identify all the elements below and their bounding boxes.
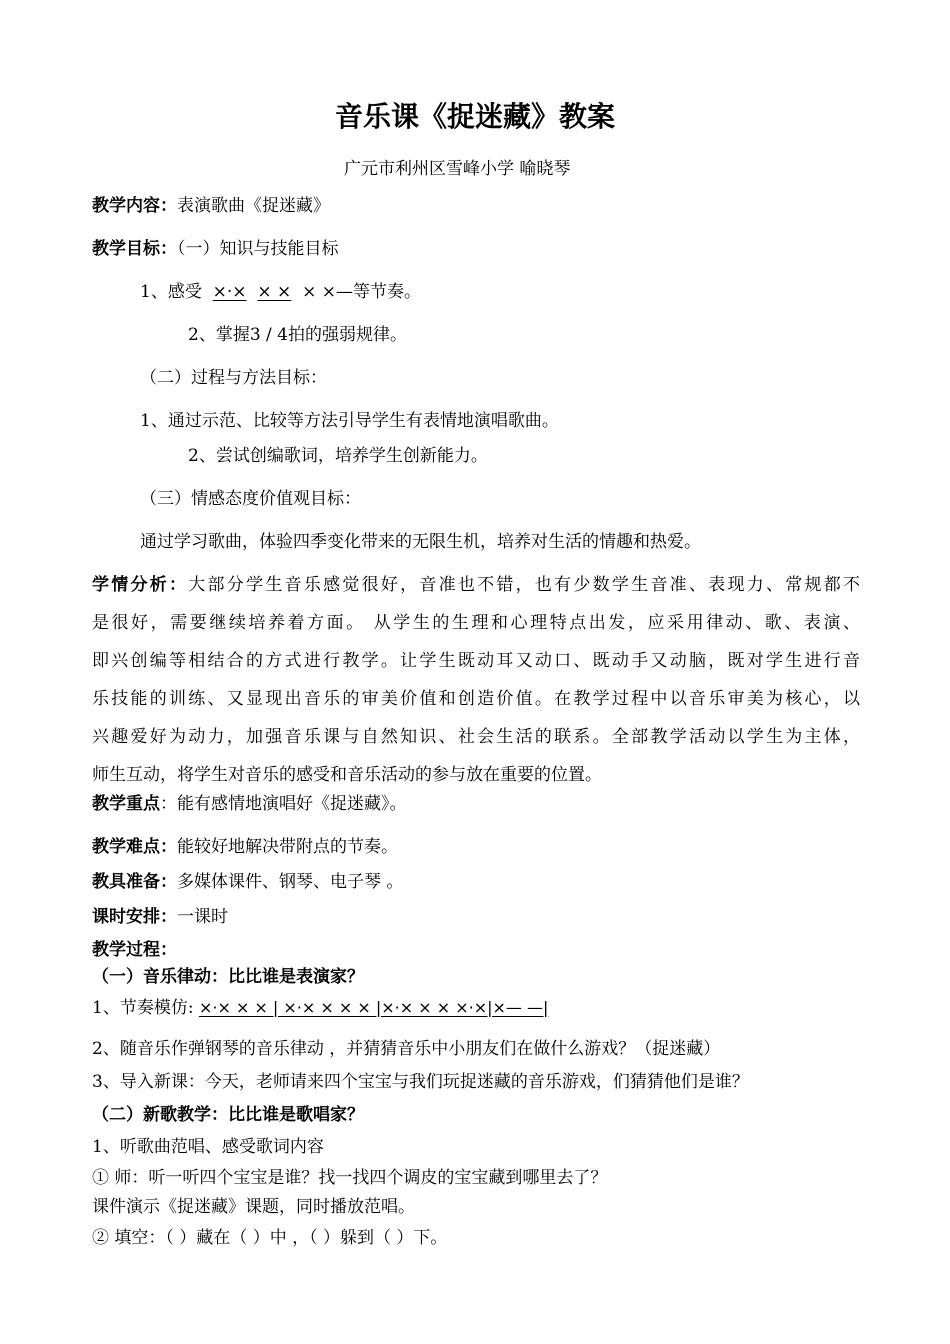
rhythm-dotted: ×·× — [212, 282, 247, 302]
question-1: ① 师：听一听四个宝宝是谁？找一找四个调皮的宝宝藏到哪里去了？ — [92, 1168, 608, 1188]
materials-value: 多媒体课件、钢琴、电子琴 。 — [177, 872, 404, 892]
schedule-value: 一课时 — [177, 907, 228, 927]
objective-meter-item: 2、掌握3 / 4拍的强弱规律。 — [188, 325, 407, 345]
emotion-objective: 通过学习歌曲，体验四季变化带来的无限生机，培养对生活的情趣和热爱。 — [140, 532, 701, 552]
materials — [92, 870, 403, 894]
difficulty — [92, 835, 398, 859]
analysis-paragraph — [92, 566, 860, 794]
rhythm-imitation — [92, 996, 548, 1020]
process-item-3: 3、导入新课：今天，老师请来四个宝宝与我们玩捉迷藏的音乐游戏，们猜猜他们是谁？ — [92, 1072, 749, 1092]
analysis-line: 即兴创编等相结合的方式进行教学。让学生既动耳又动口、既动手又动脑，既对学生进行音 — [92, 651, 860, 671]
process-objective-2: 2、尝试创编歌词，培养学生创新能力。 — [188, 446, 488, 466]
objectives-section-1: （一）知识与技能目标 — [177, 239, 339, 259]
analysis-line: 是很好，需要继续培养着方面。 从学生的生理和心理特点出发，应采用律动、歌、表演、 — [92, 613, 860, 633]
objectives-section-2: （二）过程与方法目标： — [140, 368, 327, 388]
objectives-heading — [92, 237, 339, 261]
objectives-label: 教学目标： — [92, 239, 177, 259]
analysis-line: 兴趣爱好为动力，加强音乐课与自然知识、社会生活的联系。全部教学活动以学生为主体， — [92, 727, 860, 747]
rhythm-notation: ×·× × × | ×·× × × × |×·× × × ×·×|×— —| — [198, 998, 549, 1017]
process-objective-1: 1、通过示范、比较等方法引导学生有表情地演唱歌曲。 — [140, 411, 559, 431]
document-title: 音乐课《捉迷藏》教案 — [334, 100, 615, 133]
analysis-line: 乐技能的训练、又显现出音乐的审美价值和创造价值。在教学过程中以音乐审美为核心，以 — [92, 689, 860, 709]
process-heading: 教学过程： — [92, 940, 177, 960]
objectives-section-3: （三）情感态度价值观目标： — [140, 489, 361, 509]
process-item-2: 2、随音乐作弹钢琴的音乐律动 ，并猜猜音乐中小朋友们在做什么游戏？（捉迷藏） — [92, 1039, 721, 1059]
key-point-value: ：能有感情地演唱好《捉迷藏》。 — [160, 794, 407, 814]
objective-rhythm-prefix: 1、感受 — [140, 282, 202, 302]
teaching-content-label: 教学内容： — [92, 196, 177, 216]
key-point-label: 教学重点 — [92, 794, 160, 814]
schedule — [92, 905, 228, 929]
rhythm-rest: × ×—等节奏。 — [302, 282, 421, 302]
materials-label: 教具准备： — [92, 872, 177, 892]
difficulty-value: 能较好地解决带附点的节奏。 — [177, 837, 398, 857]
listen-item: 1、听歌曲范唱、感受歌词内容 — [92, 1137, 324, 1157]
author-line: 广元市利州区雪峰小学 喻晓琴 — [344, 159, 571, 179]
key-point — [92, 792, 407, 816]
process-part-2: （二）新歌教学：比比谁是歌唱家？ — [92, 1105, 364, 1125]
courseware-demo: 课件演示《捉迷藏》课题，同时播放范唱。 — [92, 1197, 415, 1217]
rhythm-imitation-prefix: 1、节奏模仿: — [92, 998, 194, 1018]
teaching-content-value: 表演歌曲《捉迷藏》 — [177, 196, 330, 216]
question-2: ② 填空：（ ）藏在（ ）中 ，（ ）躲到（ ）下。 — [92, 1228, 448, 1248]
objective-rhythm-item — [140, 280, 421, 304]
analysis-line: 师生互动，将学生对音乐的感受和音乐活动的参与放在重要的位置。 — [92, 765, 602, 785]
process-part-1: （一）音乐律动：比比谁是表演家？ — [92, 967, 364, 987]
schedule-label: 课时安排： — [92, 907, 177, 927]
teaching-content — [92, 194, 330, 218]
analysis-line: 学情分析：大部分学生音乐感觉很好，音准也不错，也有少数学生音准、表现力、常规都不 — [92, 575, 861, 595]
analysis-label: 学情分析： — [92, 575, 189, 595]
rhythm-eighths: × × — [257, 282, 292, 302]
difficulty-label: 教学难点： — [92, 837, 177, 857]
